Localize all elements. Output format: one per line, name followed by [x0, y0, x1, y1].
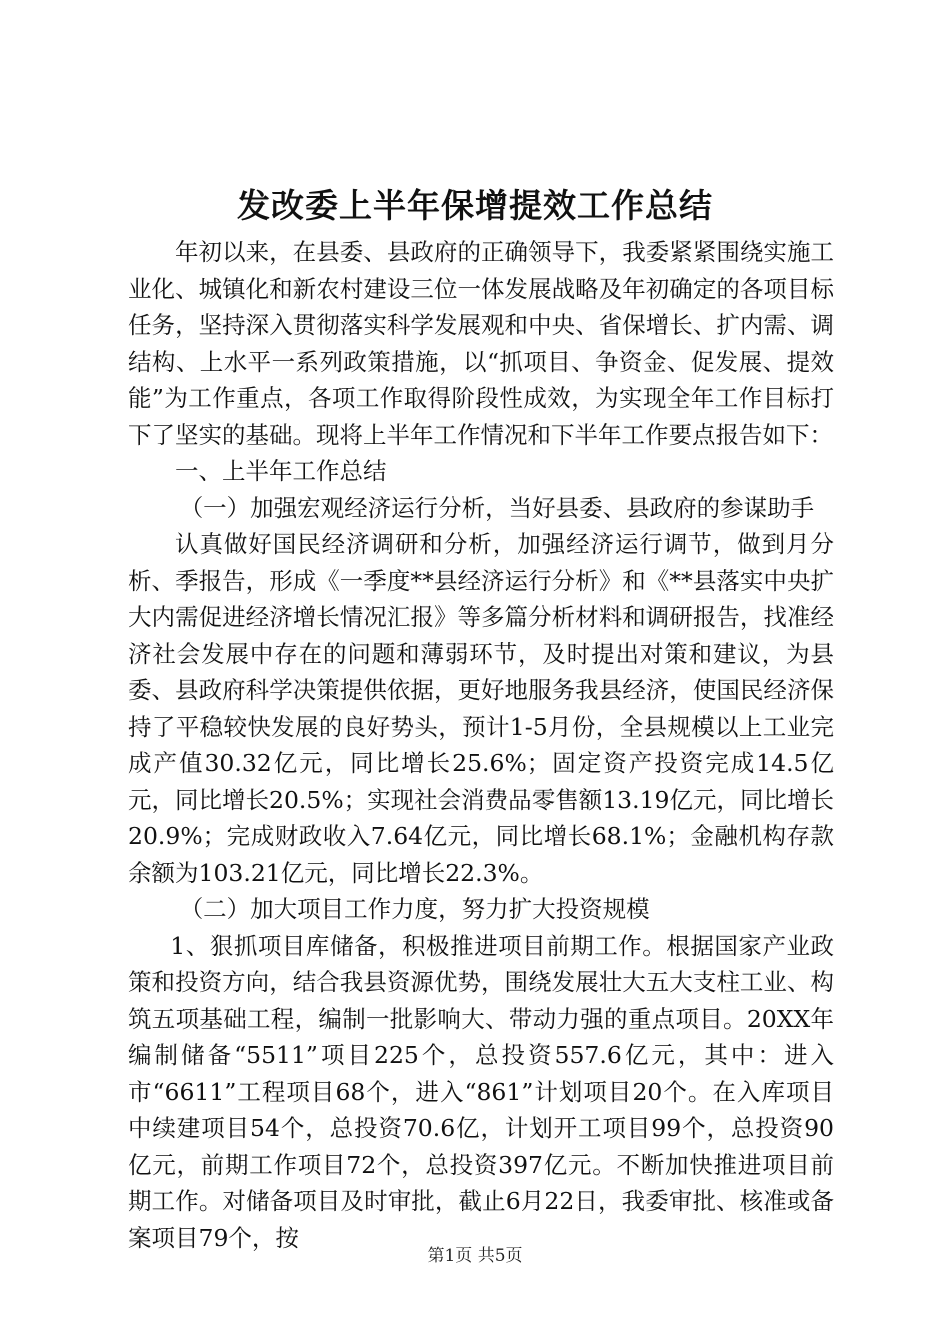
project-paragraph: 1、狠抓项目库储备，积极推进项目前期工作。根据国家产业政策和投资方向，结合我县资源优势，围绕发展壮大五大支柱工业、构筑五项基础工程，编制一批影响大、带动力强的重点项目。20XX年编制储备“5511”项目225个，总投资557.6亿元，其中：进入市“6611”工程项目68个，进入“861”计划项目20个。在入库项目中续建项目54个，总投资70.6亿，计划开工项目99个，总投资90亿元，前期工作项目72个，总投资397亿元。不断加快推进项目前期工作。对储备项目及时审批，截止6月22日，我委审批、核准或备案项目79个，按	[128, 931, 834, 1252]
subsection-heading-1: （一）加强宏观经济运行分析，当好县委、县政府的参谋助手	[179, 493, 815, 522]
analysis-paragraph: 认真做好国民经济调研和分析，加强经济运行调节，做到月分析、季报告，形成《一季度**县经济运行分析》和《**县落实中央扩大内需促进经济增长情况汇报》等多篇分析材料和调研报告，找准经济社会发展中存在的问题和薄弱环节，及时提出对策和建议，为县委、县政府科学决策提供依据，更好地服务我县经济，使国民经济保持了平稳较快发展的良好势头，预计1-5月份，全县规模以上工业完成产值30.32亿元，同比增长25.6%；固定资产投资完成14.5亿元，同比增长20.5%；实现社会消费品零售额13.19亿元，同比增长20.9%；完成财政收入7.64亿元，同比增长68.1%；金融机构存款余额为103.21亿元，同比增长22.3%。	[128, 530, 834, 887]
document-title: 发改委上半年保增提效工作总结	[237, 186, 713, 225]
page-footer: 第1页 共5页	[427, 1246, 523, 1266]
document-body	[128, 234, 834, 1256]
section-heading-1: 一、上半年工作总结	[175, 457, 387, 485]
intro-paragraph: 年初以来，在县委、县政府的正确领导下，我委紧紧围绕实施工业化、城镇化和新农村建设三位一体发展战略及年初确定的各项目标任务，坚持深入贯彻落实科学发展观和中央、省保增长、扩内需、调结构、上水平一系列政策措施，以“抓项目、争资金、促发展、提效能”为工作重点，各项工作取得阶段性成效，为实现全年工作目标打下了坚实的基础。现将上半年工作情况和下半年工作要点报告如下：	[128, 238, 834, 449]
subsection-heading-2: （二）加大项目工作力度，努力扩大投资规模	[179, 895, 650, 923]
